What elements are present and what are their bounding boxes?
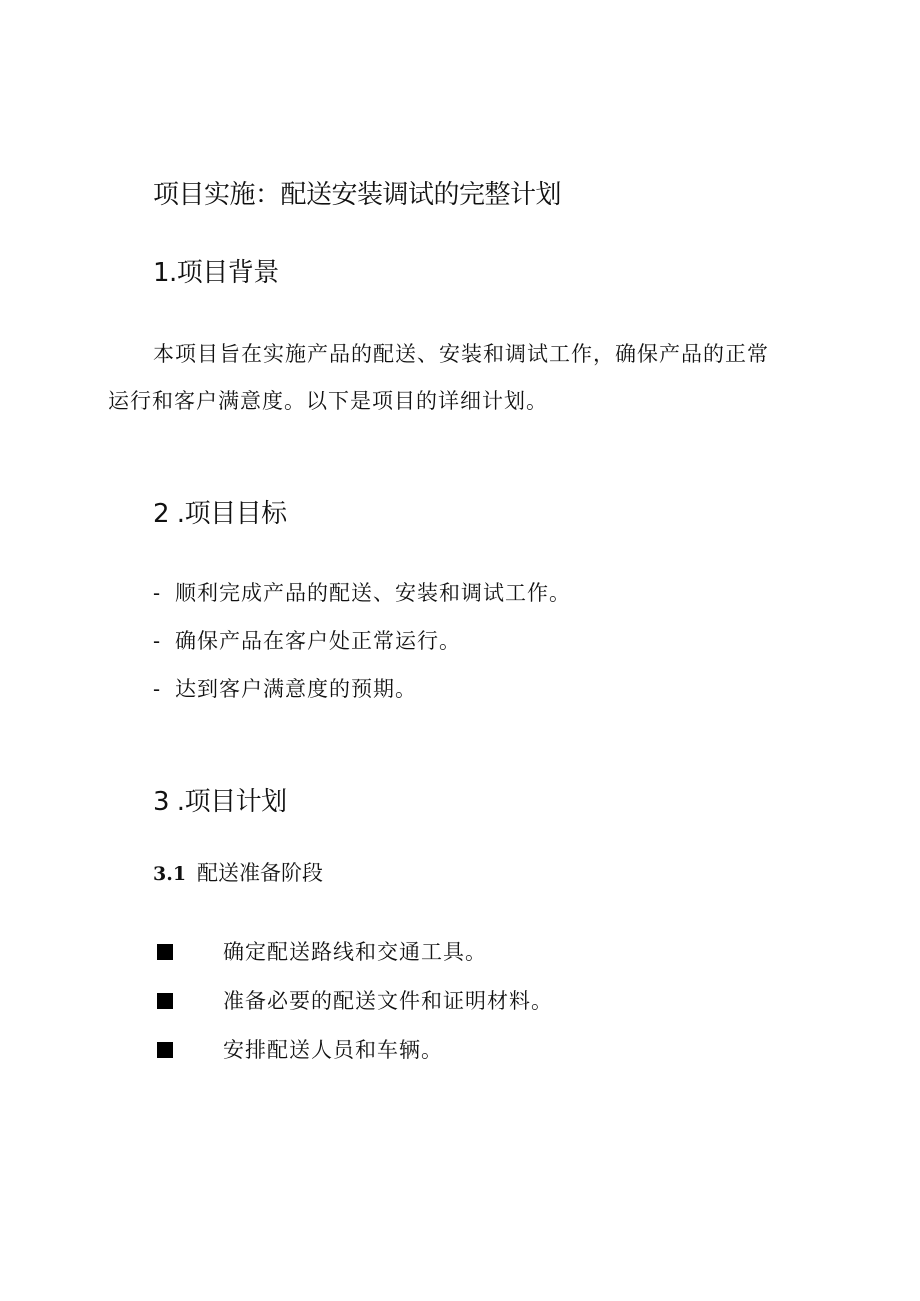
subsection-3-1-heading [153,858,323,889]
dash-marker: - [153,677,162,701]
square-bullet-icon [157,944,173,960]
goal-item [153,626,461,656]
dash-marker: - [153,629,162,653]
goal-item [153,578,571,608]
goal-text: 达到客户满意度的预期。 [175,677,417,701]
subsection-number: 3.1 [153,863,187,885]
document-title: 项目实施：配送安装调试的完整计划 [153,180,562,210]
plan-item-text: 确定配送路线和交通工具。 [223,940,487,964]
section-3-heading: 3 .项目计划 [153,787,287,817]
plan-list-item [153,937,487,967]
goal-text: 顺利完成产品的配送、安装和调试工作。 [175,581,571,605]
section-1-heading: 1.项目背景 [153,258,279,288]
plan-list-item [153,1035,443,1065]
dash-marker: - [153,581,162,605]
goal-item [153,674,417,704]
plan-item-text: 安排配送人员和车辆。 [223,1038,443,1062]
square-bullet-icon [157,1042,173,1058]
plan-list-item [153,986,553,1016]
plan-item-text: 准备必要的配送文件和证明材料。 [223,989,553,1013]
goal-text: 确保产品在客户处正常运行。 [175,629,461,653]
square-bullet-icon [157,993,173,1009]
section-1-paragraph-line-1: 本项目旨在实施产品的配送、安装和调试工作，确保产品的正常 [153,342,769,366]
subsection-title: 配送准备阶段 [197,861,323,885]
section-1-paragraph-line-2: 运行和客户满意度。以下是项目的详细计划。 [108,389,548,413]
section-2-heading: 2 .项目目标 [153,499,287,529]
